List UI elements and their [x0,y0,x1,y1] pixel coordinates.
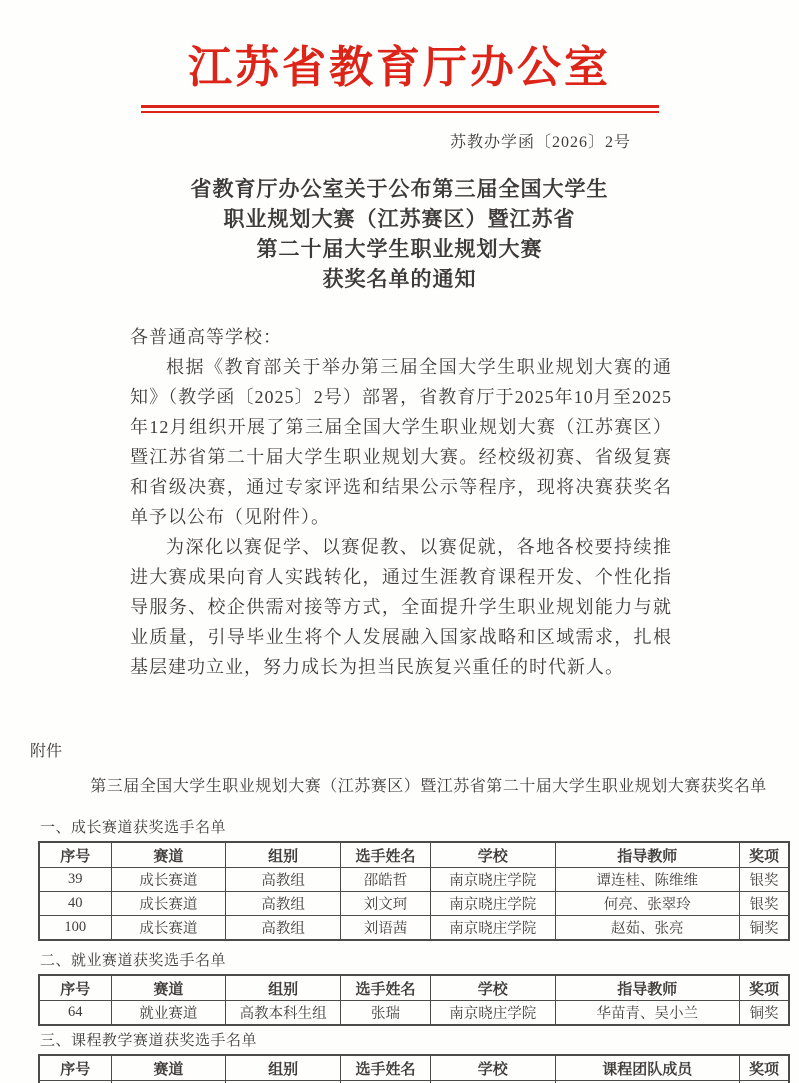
column-header: 课程团队成员 [555,1055,740,1081]
table-cell: 银奖 [740,868,790,892]
table-cell: 铜奖 [740,916,790,941]
table-cell: 赵茹、张亮 [555,916,740,941]
table-cell: 64 [39,1001,111,1026]
table-cell: 南京晓庄学院 [431,868,556,892]
table-cell: 南京晓庄学院 [431,892,556,916]
award-table-employment-track [38,974,790,1026]
red-double-rule [141,105,659,113]
column-header: 赛道 [111,1055,226,1081]
column-header: 奖项 [740,842,790,868]
table-cell: 南京晓庄学院 [431,916,556,941]
section-heading-course-teaching-track: 三、课程教学赛道获奖选手名单 [40,1033,258,1049]
table-cell: 就业赛道 [111,1001,226,1026]
notice-title-line: 省教育厅办公室关于公布第三届全国大学生 [190,177,609,201]
table-cell: 高教组 [226,868,341,892]
column-header: 赛道 [111,975,226,1001]
body-paragraph: 根据《教育部关于举办第三届全国大学生职业规划大赛的通知》（教学函〔2025〕2号）部署，省教育厅于2025年10月至2025年12月组织开展了第三届全国大学生职业规划大赛（江苏赛区）暨江苏省第二十届大学生职业规划大赛。经校级初赛、省级复赛和省级决赛，通过专家评选和结果公示等程序，现将决赛获奖名单予以公布（见附件）。 [130,357,672,527]
column-header: 指导教师 [555,842,740,868]
column-header: 奖项 [740,975,790,1001]
column-header: 序号 [39,1055,111,1081]
column-header: 赛道 [111,842,226,868]
column-header: 学校 [431,975,556,1001]
column-header: 选手姓名 [341,975,431,1001]
table-cell: 铜奖 [740,1001,790,1026]
table-cell: 100 [39,916,111,941]
section-heading-growth-track: 一、成长赛道获奖选手名单 [40,820,227,836]
body-paragraph: 为深化以赛促学、以赛促教、以赛促就，各地各校要持续推进大赛成果向育人实践转化，通过生涯教育课程开发、个性化指导服务、校企供需对接等方式，全面提升学生职业规划能力与就业质量，引导毕业生将个人发展融入国家战略和区域需求，扎根基层建功立业，努力成长为担当民族复兴重任的时代新人。 [130,537,672,677]
table-cell: 成长赛道 [111,892,226,916]
section-heading-employment-track: 二、就业赛道获奖选手名单 [40,953,227,969]
column-header: 选手姓名 [341,1055,431,1081]
letterhead-title: 江苏省教育厅办公室 [188,43,611,92]
column-header: 组别 [226,975,341,1001]
column-header: 组别 [226,1055,341,1081]
header-row [39,975,789,1001]
column-header: 学校 [431,842,556,868]
column-header: 组别 [226,842,341,868]
table-cell: 张瑞 [341,1001,431,1026]
notice-body [130,322,672,682]
table-row [39,868,789,892]
table-cell: 南京晓庄学院 [431,1001,556,1026]
table-cell: 成长赛道 [111,868,226,892]
column-header: 序号 [39,842,111,868]
table-cell: 谭连桂、陈维维 [555,868,740,892]
notice-title-line: 职业规划大赛（江苏赛区）暨江苏省 [223,207,576,231]
document-number: 苏教办学函〔2026〕2号 [449,134,631,151]
table-cell: 高教组 [226,892,341,916]
award-table-course-teaching-track [38,1054,790,1083]
column-header: 选手姓名 [341,842,431,868]
table-cell: 40 [39,892,111,916]
table-row [39,1001,789,1026]
notice-title-line: 第二十届大学生职业规划大赛 [256,237,543,261]
table-row [39,892,789,916]
attachment-title: 第三届全国大学生职业规划大赛（江苏赛区）暨江苏省第二十届大学生职业规划大赛获奖名单 [90,778,767,795]
table-cell: 邵皓哲 [341,868,431,892]
table-row [39,916,789,941]
table-cell: 银奖 [740,892,790,916]
column-header: 奖项 [740,1055,790,1081]
header-row [39,1055,789,1081]
attachment-label: 附件 [30,743,63,760]
header-row [39,842,789,868]
column-header: 指导教师 [555,975,740,1001]
table-cell: 刘语茜 [341,916,431,941]
notice-title-line: 获奖名单的通知 [322,267,477,291]
column-header: 序号 [39,975,111,1001]
salutation: 各普通高等学校： [130,327,282,347]
notice-title [0,174,799,294]
table-cell: 刘文珂 [341,892,431,916]
table-cell: 39 [39,868,111,892]
award-table-growth-track [38,841,790,941]
table-cell: 成长赛道 [111,916,226,941]
table-cell: 何亮、张翠玲 [555,892,740,916]
column-header: 学校 [431,1055,556,1081]
table-cell: 高教组 [226,916,341,941]
table-cell: 华苗青、吴小兰 [555,1001,740,1026]
table-cell: 高教本科生组 [226,1001,341,1026]
